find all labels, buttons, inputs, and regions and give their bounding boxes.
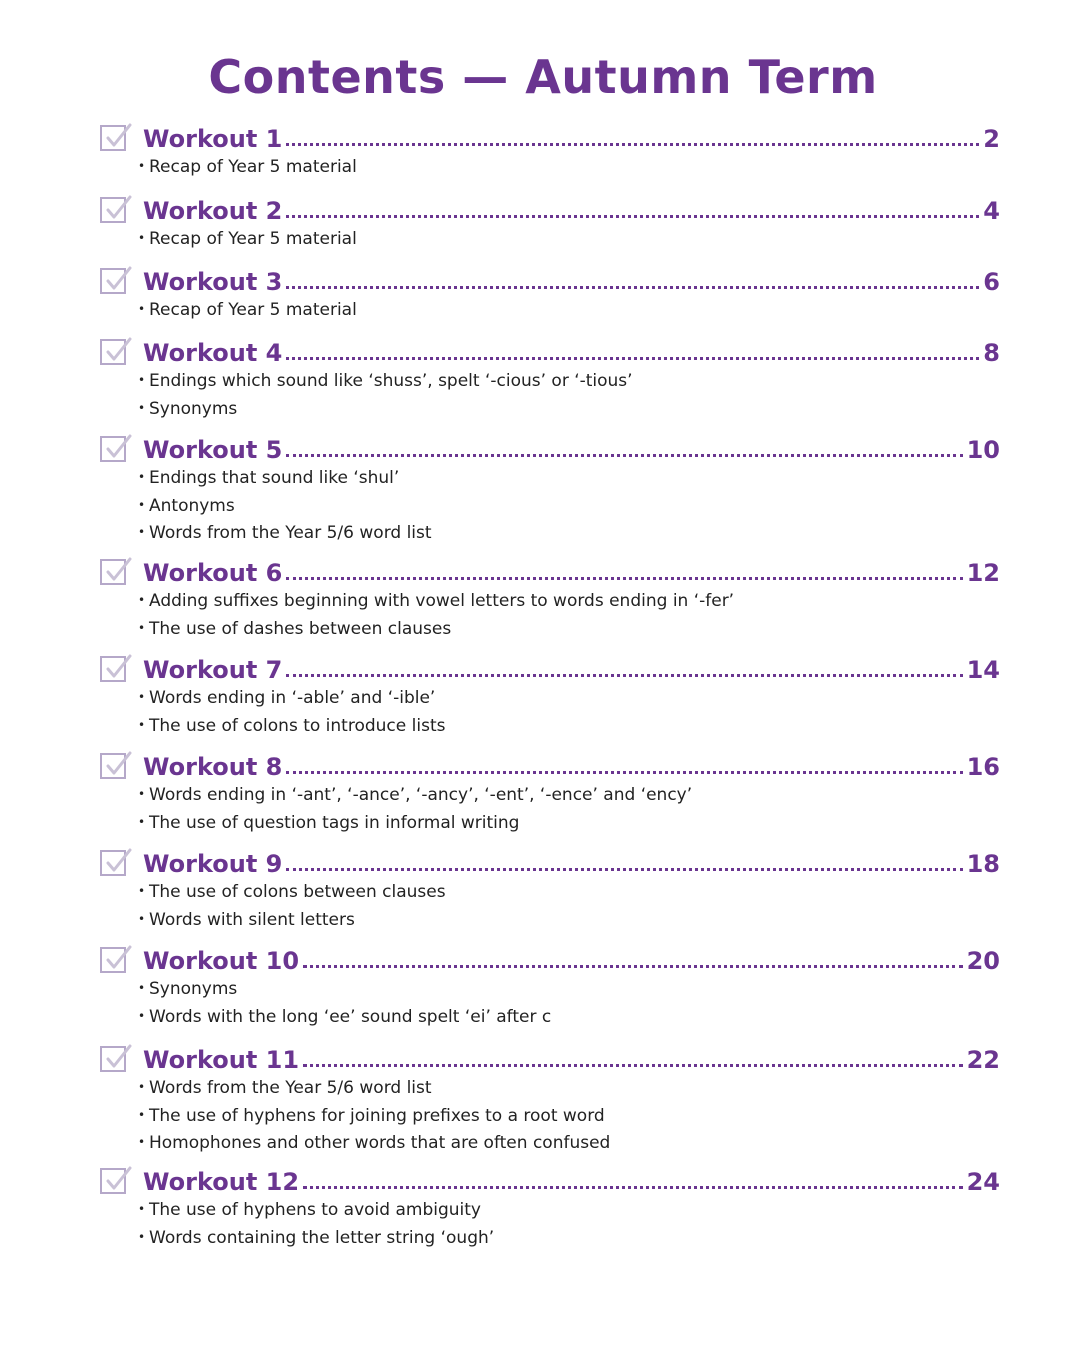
topic-item: • The use of dashes between clauses — [138, 615, 1000, 643]
topic-item: • Words ending in ‘-ant’, ‘-ance’, ‘-ancy’, ‘-ent’, ‘-ence’ and ‘ency’ — [138, 781, 1000, 809]
checkbox-tick-icon[interactable] — [100, 197, 126, 223]
page-number: 22 — [966, 1046, 1000, 1074]
contents-entry — [100, 557, 1000, 642]
entry-heading-row — [100, 123, 1000, 153]
topic-list — [138, 225, 1000, 253]
workout-title: Workout 12 — [143, 1168, 300, 1196]
topic-list — [138, 587, 1000, 642]
topic-item: • The use of hyphens to avoid ambiguity — [138, 1196, 1000, 1224]
topic-item: • Recap of Year 5 material — [138, 225, 1000, 253]
topic-list — [138, 975, 1000, 1030]
workout-title: Workout 11 — [143, 1046, 300, 1074]
contents-entry — [100, 751, 1000, 836]
dot-leader — [286, 215, 979, 218]
topic-item: • Words from the Year 5/6 word list — [138, 519, 1000, 547]
page-number: 16 — [966, 753, 1000, 781]
dot-leader — [303, 965, 963, 968]
checkbox-tick-icon[interactable] — [100, 850, 126, 876]
page-number: 6 — [983, 268, 1000, 296]
page-number: 2 — [983, 125, 1000, 153]
entry-heading-row — [100, 654, 1000, 684]
topic-list — [138, 684, 1000, 739]
topic-item: • Words with the long ‘ee’ sound spelt ‘ei’ after c — [138, 1003, 1000, 1031]
workout-title: Workout 4 — [143, 339, 283, 367]
topic-list — [138, 1196, 1000, 1251]
dot-leader — [286, 454, 962, 457]
topic-item: • The use of question tags in informal writing — [138, 809, 1000, 837]
dot-leader — [286, 868, 962, 871]
entry-heading-row — [100, 1166, 1000, 1196]
topic-item: • Endings that sound like ‘shul’ — [138, 464, 1000, 492]
topic-item: • Homophones and other words that are often confused — [138, 1129, 1000, 1157]
checkbox-tick-icon[interactable] — [100, 1168, 126, 1194]
dot-leader — [286, 577, 962, 580]
topic-item: • Words with silent letters — [138, 906, 1000, 934]
workout-title: Workout 10 — [143, 947, 300, 975]
checkbox-tick-icon[interactable] — [100, 559, 126, 585]
topic-item: • Recap of Year 5 material — [138, 153, 1000, 181]
contents-entry — [100, 337, 1000, 422]
dot-leader — [286, 771, 962, 774]
page-number: 18 — [966, 850, 1000, 878]
entry-heading-row — [100, 266, 1000, 296]
dot-leader — [303, 1186, 963, 1189]
topic-list — [138, 781, 1000, 836]
dot-leader — [286, 143, 979, 146]
contents-entry — [100, 848, 1000, 933]
workout-title: Workout 7 — [143, 656, 283, 684]
contents-entry — [100, 1044, 1000, 1157]
page-number: 12 — [966, 559, 1000, 587]
topic-item: • The use of colons to introduce lists — [138, 712, 1000, 740]
topic-list — [138, 878, 1000, 933]
page-number: 24 — [966, 1168, 1000, 1196]
contents-entry — [100, 123, 1000, 181]
topic-item: • Adding suffixes beginning with vowel letters to words ending in ‘-fer’ — [138, 587, 1000, 615]
contents-entry — [100, 266, 1000, 324]
workout-title: Workout 8 — [143, 753, 283, 781]
contents-entry — [100, 434, 1000, 547]
topic-item: • Words containing the letter string ‘ough’ — [138, 1224, 1000, 1252]
checkbox-tick-icon[interactable] — [100, 268, 126, 294]
topic-list — [138, 153, 1000, 181]
topic-list — [138, 1074, 1000, 1157]
topic-list — [138, 464, 1000, 547]
dot-leader — [286, 674, 962, 677]
topic-item: • Words from the Year 5/6 word list — [138, 1074, 1000, 1102]
dot-leader — [286, 357, 979, 360]
checkbox-tick-icon[interactable] — [100, 339, 126, 365]
workout-title: Workout 5 — [143, 436, 283, 464]
page-title: Contents — Autumn Term — [208, 50, 878, 104]
entry-heading-row — [100, 945, 1000, 975]
topic-item: • The use of hyphens for joining prefixes to a root word — [138, 1102, 1000, 1130]
contents-entry — [100, 195, 1000, 253]
entry-heading-row — [100, 1044, 1000, 1074]
entry-heading-row — [100, 848, 1000, 878]
dot-leader — [303, 1064, 963, 1067]
workout-title: Workout 9 — [143, 850, 283, 878]
checkbox-tick-icon[interactable] — [100, 125, 126, 151]
topic-item: • Words ending in ‘-able’ and ‘-ible’ — [138, 684, 1000, 712]
dot-leader — [286, 286, 979, 289]
page-number: 14 — [966, 656, 1000, 684]
topic-item: • Synonyms — [138, 395, 1000, 423]
page-number: 10 — [966, 436, 1000, 464]
checkbox-tick-icon[interactable] — [100, 947, 126, 973]
page-number: 8 — [983, 339, 1000, 367]
page-number: 20 — [966, 947, 1000, 975]
checkbox-tick-icon[interactable] — [100, 656, 126, 682]
topic-item: • Endings which sound like ‘shuss’, spelt ‘-cious’ or ‘-tious’ — [138, 367, 1000, 395]
entry-heading-row — [100, 195, 1000, 225]
entry-heading-row — [100, 751, 1000, 781]
topic-list — [138, 296, 1000, 324]
workout-title: Workout 3 — [143, 268, 283, 296]
checkbox-tick-icon[interactable] — [100, 436, 126, 462]
contents-entry — [100, 654, 1000, 739]
workout-title: Workout 2 — [143, 197, 283, 225]
checkbox-tick-icon[interactable] — [100, 753, 126, 779]
topic-item: • The use of colons between clauses — [138, 878, 1000, 906]
entry-heading-row — [100, 434, 1000, 464]
topic-item: • Recap of Year 5 material — [138, 296, 1000, 324]
contents-entry — [100, 1166, 1000, 1251]
checkbox-tick-icon[interactable] — [100, 1046, 126, 1072]
workout-title: Workout 1 — [143, 125, 283, 153]
entry-heading-row — [100, 337, 1000, 367]
page-number: 4 — [983, 197, 1000, 225]
topic-item: • Synonyms — [138, 975, 1000, 1003]
topic-item: • Antonyms — [138, 492, 1000, 520]
contents-entry — [100, 945, 1000, 1030]
entry-heading-row — [100, 557, 1000, 587]
topic-list — [138, 367, 1000, 422]
workout-title: Workout 6 — [143, 559, 283, 587]
